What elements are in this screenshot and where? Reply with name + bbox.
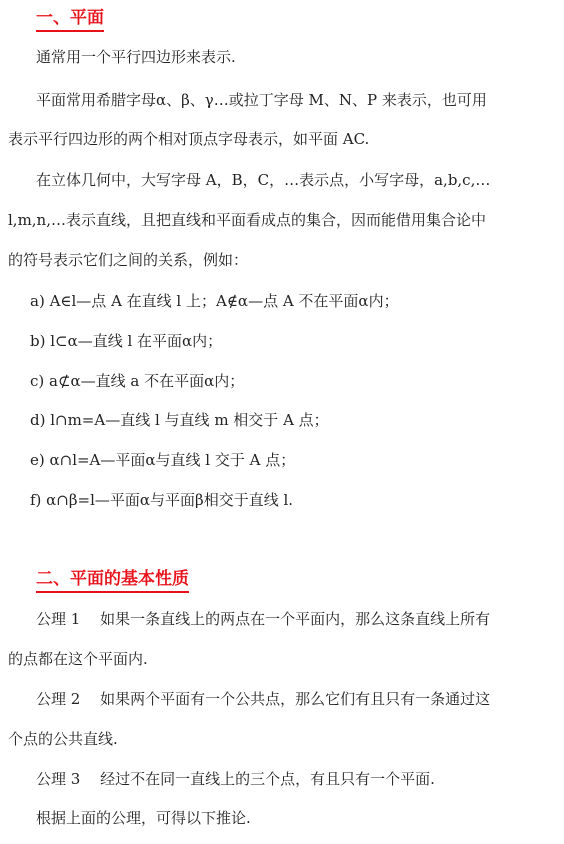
list-item: c) a⊄α—直线 a 不在平面α内； [30, 372, 245, 390]
list-item: a) A∈l—点 A 在直线 l 上；A∉α—点 A 不在平面α内； [30, 292, 399, 310]
list-item: f) α∩β=l—平面α与平面β相交于直线 l. [30, 491, 294, 509]
paragraph-line: 的符号表示它们之间的关系，例如： [8, 251, 249, 269]
paragraph-line: 公理 2 如果两个平面有一个公共点，那么它们有且只有一条通过这 [36, 690, 491, 708]
paragraph-line: 根据上面的公理，可得以下推论. [36, 809, 251, 827]
list-item: b) l⊂α—直线 l 在平面α内； [30, 332, 223, 350]
paragraph-line: 的点都在这个平面内. [8, 650, 148, 668]
section-heading-plane: 一、平面 [36, 7, 104, 32]
list-item: e) α∩l=A—平面α与直线 l 交于 A 点； [30, 451, 296, 469]
paragraph-line: 公理 3 经过不在同一直线上的三个点，有且只有一个平面. [36, 770, 435, 788]
paragraph-line: 个点的公共直线. [8, 730, 118, 748]
paragraph-line: 在立体几何中，大写字母 A，B，C，…表示点，小写字母，a,b,c,… [36, 171, 491, 189]
paragraph-line: 表示平行四边形的两个相对顶点字母表示，如平面 AC. [8, 130, 370, 148]
paragraph-line: l,m,n,…表示直线，且把直线和平面看成点的集合，因而能借用集合论中 [8, 211, 486, 229]
paragraph-line: 通常用一个平行四边形来表示. [36, 48, 236, 66]
section-heading-basic-properties: 二、平面的基本性质 [36, 568, 189, 593]
list-item: d) l∩m=A—直线 l 与直线 m 相交于 A 点； [30, 411, 329, 429]
paragraph-line: 公理 1 如果一条直线上的两点在一个平面内，那么这条直线上所有 [36, 610, 491, 628]
paragraph-line: 平面常用希腊字母α、β、γ…或拉丁字母 M、N、P 来表示，也可用 [36, 91, 487, 109]
